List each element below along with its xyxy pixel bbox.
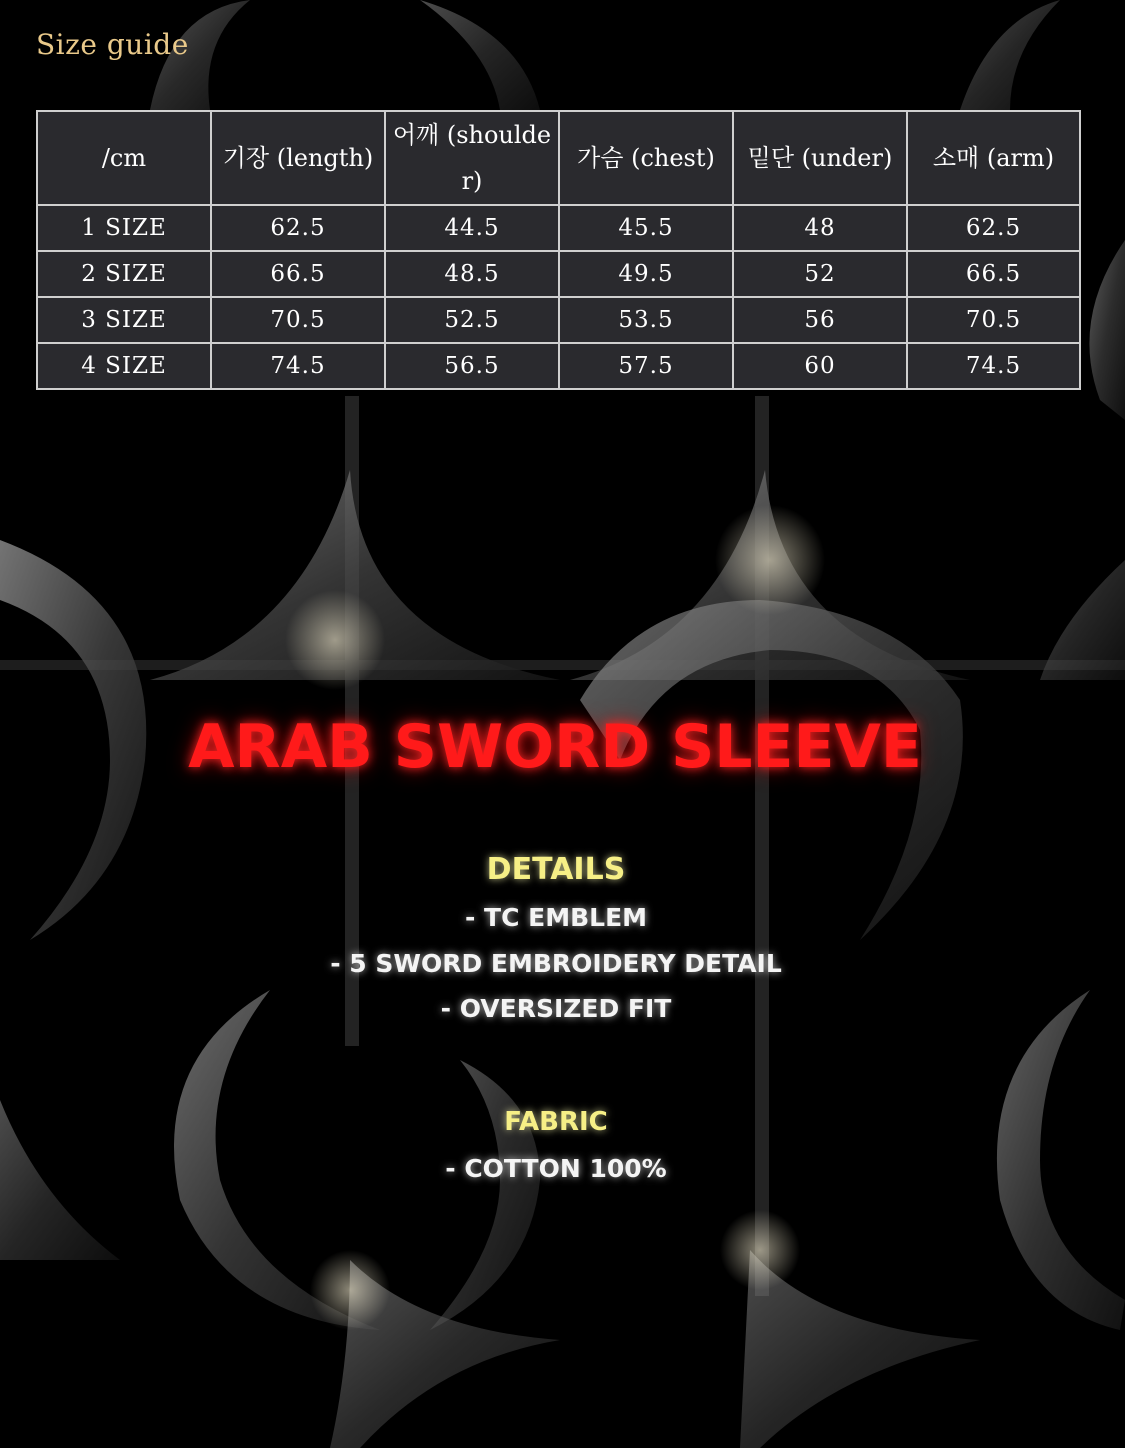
length-value: 74.5 <box>211 343 385 389</box>
fabric-item: - COTTON 100% <box>445 1154 667 1183</box>
size-label: 2 SIZE <box>37 251 211 297</box>
size-label: 4 SIZE <box>37 343 211 389</box>
detail-item: - TC EMBLEM <box>464 903 648 932</box>
size-table <box>36 110 1081 390</box>
chest-value: 49.5 <box>559 251 733 297</box>
header-unit: /cm <box>37 111 211 205</box>
under-value: 60 <box>733 343 907 389</box>
length-value: 70.5 <box>211 297 385 343</box>
size-guide-title: Size guide <box>36 28 189 61</box>
size-table-header-row <box>37 111 1080 205</box>
arm-value: 70.5 <box>907 297 1080 343</box>
table-row <box>37 343 1080 389</box>
under-value: 48 <box>733 205 907 251</box>
length-value: 62.5 <box>211 205 385 251</box>
header-arm: 소매 (arm) <box>907 111 1080 205</box>
fabric-heading: FABRIC <box>504 1107 608 1137</box>
length-value: 66.5 <box>211 251 385 297</box>
detail-item: - 5 SWORD EMBROIDERY DETAIL <box>330 949 782 978</box>
product-name: ARAB SWORD SLEEVE <box>188 712 922 782</box>
header-chest: 가슴 (chest) <box>559 111 733 205</box>
table-row <box>37 297 1080 343</box>
details-heading: DETAILS <box>486 852 626 887</box>
detail-item: - OVERSIZED FIT <box>440 994 672 1023</box>
chest-value: 57.5 <box>559 343 733 389</box>
shoulder-value: 44.5 <box>385 205 559 251</box>
arm-value: 66.5 <box>907 251 1080 297</box>
table-row <box>37 251 1080 297</box>
header-length: 기장 (length) <box>211 111 385 205</box>
shoulder-value: 52.5 <box>385 297 559 343</box>
shoulder-value: 56.5 <box>385 343 559 389</box>
size-label: 3 SIZE <box>37 297 211 343</box>
shoulder-value: 48.5 <box>385 251 559 297</box>
header-under: 밑단 (under) <box>733 111 907 205</box>
arm-value: 74.5 <box>907 343 1080 389</box>
size-label: 1 SIZE <box>37 205 211 251</box>
header-shoulder: 어깨 (shoulder) <box>385 111 559 205</box>
table-row <box>37 205 1080 251</box>
chest-value: 53.5 <box>559 297 733 343</box>
under-value: 52 <box>733 251 907 297</box>
under-value: 56 <box>733 297 907 343</box>
chest-value: 45.5 <box>559 205 733 251</box>
arm-value: 62.5 <box>907 205 1080 251</box>
